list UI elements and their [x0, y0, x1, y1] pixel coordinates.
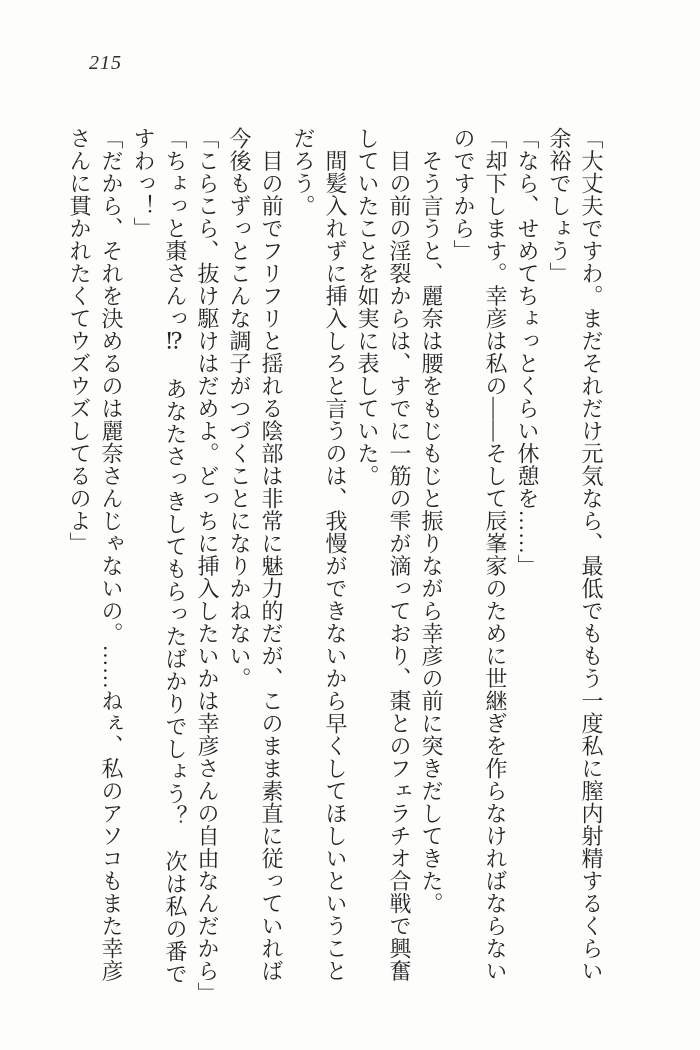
text-line: 目の前の淫裂からは、すでに一筋の雫が滴っており、棗とのフェラチオ合戦で興奮 — [387, 127, 412, 982]
text-line: すわっ！」 — [131, 127, 156, 240]
text-line: 目の前でフリフリと揺れる陰部は非常に魅力的だが、このまま素直に従っていれば — [259, 127, 284, 982]
text-line: さんに貫かれたくてウズウズしてるのよ」 — [67, 127, 92, 555]
text-line: していたことを如実に表していた。 — [355, 127, 380, 487]
text-line: そう言うと、麗奈は腰をもじもじと振りながら幸彦の前に突きだしてきた。 — [419, 127, 444, 915]
text-line: のですから」 — [451, 127, 476, 262]
text-line: 間髪入れずに挿入しろと言うのは、我慢ができないから早くしてほしいということ — [323, 127, 348, 982]
text-line: 今後もずっとこんな調子がつづくことになりかねない。 — [227, 127, 252, 690]
text-line: 「ちょっと棗さんっ⁉ あなたさっきしてもらったばかりでしょう？ 次は私の番で — [163, 127, 188, 985]
text-line: 「なら、せめてちょっとくらい休憩を……」 — [515, 127, 540, 577]
text-line: 余裕でしょう」 — [547, 127, 572, 285]
text-line: 「だから、それを決めるのは麗奈さんじゃないの。……ねぇ、私のアソコもまた幸彦 — [99, 127, 124, 982]
text-line: 「大丈夫ですわ。まだそれだけ元気なら、最低でももう一度私に膣内射精するくらい — [579, 127, 604, 982]
text-line: 「こらこら、抜け駆けはだめよ。どっちに挿入したいかは幸彦さんの自由なんだから」 — [195, 127, 220, 1005]
page-number: 215 — [89, 52, 122, 74]
text-block — [63, 127, 607, 1005]
text-line: 「却下します。幸彦は私の――そして辰峯家のために世継ぎを作らなければならない — [483, 127, 508, 982]
text-line: だろう。 — [291, 127, 316, 217]
